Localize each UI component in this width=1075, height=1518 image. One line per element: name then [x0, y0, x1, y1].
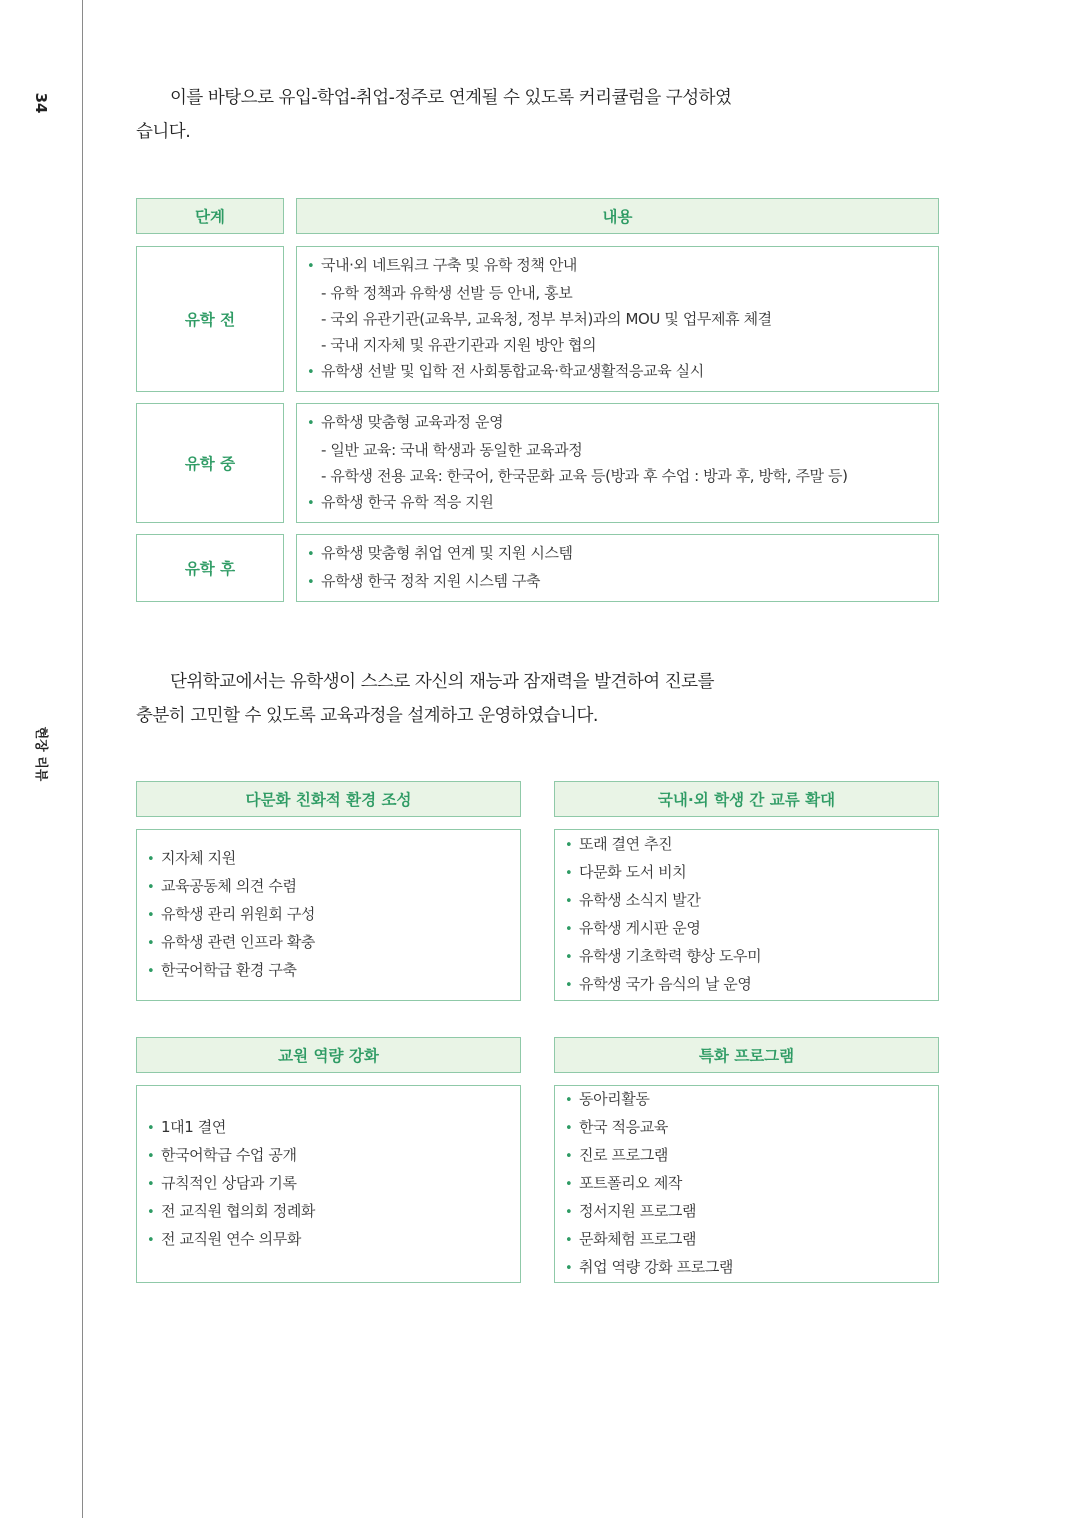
item-text: 포트폴리오 제작: [579, 1174, 682, 1192]
bullet-icon: •: [147, 964, 155, 979]
school-paragraph: [136, 665, 836, 733]
list-item: [565, 887, 938, 915]
bullet-item: [307, 409, 938, 437]
panel-list-multicultural: [136, 829, 521, 1001]
item-text: 한국 적응교육: [579, 1118, 668, 1136]
page-margin-rule: [82, 0, 83, 1518]
stage-cell-before: 유학 전: [136, 246, 284, 392]
item-text: 동아리활동: [579, 1090, 650, 1108]
content-column-header: 내용: [296, 198, 939, 234]
bullet-icon: •: [565, 894, 573, 909]
bullet-icon: •: [307, 416, 315, 431]
item-text: - 일반 교육: 국내 학생과 동일한 교육과정: [321, 441, 583, 459]
bullet-icon: •: [565, 978, 573, 993]
list-item: [147, 873, 520, 901]
bullet-item: [307, 568, 938, 596]
list-item: [565, 943, 938, 971]
section-label: 현장 리뷰: [33, 726, 48, 782]
item-text: 취업 역량 강화 프로그램: [579, 1258, 734, 1276]
bullet-icon: •: [147, 908, 155, 923]
item-text: 유학생 맞춤형 교육과정 운영: [321, 413, 504, 431]
bullet-icon: •: [565, 1093, 573, 1108]
stage-content-after: [296, 534, 939, 602]
list-item: [147, 1142, 520, 1170]
item-text: 유학생 한국 정착 지원 시스템 구축: [321, 572, 541, 590]
item-text: 다문화 도서 비치: [579, 863, 687, 881]
bullet-icon: •: [565, 922, 573, 937]
bullet-icon: •: [147, 1233, 155, 1248]
bullet-icon: •: [147, 852, 155, 867]
list-item: [147, 1170, 520, 1198]
bullet-icon: •: [147, 1177, 155, 1192]
list-item: [147, 1226, 520, 1254]
intro-line-2: 습니다.: [136, 122, 191, 142]
item-text: 지자체 지원: [161, 849, 236, 867]
list-item: [565, 1198, 938, 1226]
panel-title-special: 특화 프로그램: [554, 1037, 939, 1073]
list-item: [147, 901, 520, 929]
list-item: [565, 915, 938, 943]
item-text: 전 교직원 연수 의무화: [161, 1230, 301, 1248]
intro-paragraph: [136, 81, 836, 149]
item-text: 진로 프로그램: [579, 1146, 668, 1164]
list-item: [147, 957, 520, 985]
bullet-icon: •: [307, 496, 315, 511]
item-text: 유학생 소식지 발간: [579, 891, 701, 909]
item-text: 한국어학급 환경 구축: [161, 961, 297, 979]
bullet-icon: •: [565, 1121, 573, 1136]
panel-title-exchange: 국내·외 학생 간 교류 확대: [554, 781, 939, 817]
school-line-2: 충분히 고민할 수 있도록 교육과정을 설계하고 운영하였습니다.: [136, 706, 598, 726]
panel-title-teacher: 교원 역량 강화: [136, 1037, 521, 1073]
stage-column-header: 단계: [136, 198, 284, 234]
item-text: 유학생 국가 음식의 날 운영: [579, 975, 752, 993]
sub-item: [307, 280, 938, 306]
stage-cell-during: 유학 중: [136, 403, 284, 523]
bullet-icon: •: [565, 1177, 573, 1192]
stage-cell-after: 유학 후: [136, 534, 284, 602]
item-text: 유학생 관리 위원회 구성: [161, 905, 316, 923]
bullet-icon: •: [307, 575, 315, 590]
item-text: 국내·외 네트워크 구축 및 유학 정책 안내: [321, 256, 578, 274]
list-item: [565, 1086, 938, 1114]
panel-list-teacher: [136, 1085, 521, 1283]
panel-list-exchange: [554, 829, 939, 1001]
list-item: [147, 1198, 520, 1226]
item-text: 규칙적인 상담과 기록: [161, 1174, 297, 1192]
bullet-icon: •: [565, 950, 573, 965]
item-text: 유학생 맞춤형 취업 연계 및 지원 시스템: [321, 544, 573, 562]
item-text: 유학생 관련 인프라 확충: [161, 933, 316, 951]
bullet-icon: •: [565, 838, 573, 853]
item-text: - 유학생 전용 교육: 한국어, 한국문화 교육 등(방과 후 수업 : 방과 후, 방학, 주말 등): [321, 467, 848, 485]
item-text: 문화체험 프로그램: [579, 1230, 697, 1248]
bullet-icon: •: [565, 866, 573, 881]
item-text: 유학생 선발 및 입학 전 사회통합교육·학교생활적응교육 실시: [321, 362, 704, 380]
bullet-icon: •: [147, 880, 155, 895]
bullet-icon: •: [147, 1121, 155, 1136]
list-item: [565, 859, 938, 887]
list-item: [565, 1170, 938, 1198]
item-text: 유학생 한국 유학 적응 지원: [321, 493, 494, 511]
bullet-icon: •: [147, 936, 155, 951]
list-item: [147, 1114, 520, 1142]
list-item: [565, 1114, 938, 1142]
list-item: [565, 971, 938, 999]
bullet-icon: •: [307, 365, 315, 380]
list-item: [565, 1254, 938, 1282]
intro-line-1: 이를 바탕으로 유입-학업-취업-정주로 연계될 수 있도록 커리큘럼을 구성하였: [170, 88, 732, 108]
bullet-icon: •: [565, 1149, 573, 1164]
stage-content-during: [296, 403, 939, 523]
item-text: 전 교직원 협의회 정례화: [161, 1202, 316, 1220]
stage-content-before: [296, 246, 939, 392]
school-line-1: 단위학교에서는 유학생이 스스로 자신의 재능과 잠재력을 발견하여 진로를: [170, 672, 714, 692]
sub-item: [307, 332, 938, 358]
sub-item: [307, 306, 938, 332]
item-text: 한국어학급 수업 공개: [161, 1146, 297, 1164]
item-text: 교육공동체 의견 수렴: [161, 877, 297, 895]
bullet-icon: •: [307, 547, 315, 562]
item-text: 정서지원 프로그램: [579, 1202, 697, 1220]
bullet-item: [307, 489, 938, 517]
bullet-icon: •: [147, 1149, 155, 1164]
bullet-item: [307, 358, 938, 386]
item-text: - 국내 지자체 및 유관기관과 지원 방안 협의: [321, 336, 597, 354]
panel-list-special: [554, 1085, 939, 1283]
list-item: [565, 831, 938, 859]
list-item: [147, 845, 520, 873]
bullet-icon: •: [307, 259, 315, 274]
panel-title-multicultural: 다문화 친화적 환경 조성: [136, 781, 521, 817]
item-text: 유학생 기초학력 향상 도우미: [579, 947, 762, 965]
list-item: [565, 1226, 938, 1254]
item-text: - 국외 유관기관(교육부, 교육청, 정부 부처)과의 MOU 및 업무제휴 체결: [321, 310, 772, 328]
sub-item: [307, 437, 938, 463]
bullet-icon: •: [565, 1233, 573, 1248]
bullet-item: [307, 540, 938, 568]
bullet-item: [307, 252, 938, 280]
list-item: [147, 929, 520, 957]
item-text: 1대1 결연: [161, 1118, 226, 1136]
bullet-icon: •: [147, 1205, 155, 1220]
sub-item: [307, 463, 938, 489]
item-text: 또래 결연 추진: [579, 835, 673, 853]
list-item: [565, 1142, 938, 1170]
item-text: - 유학 정책과 유학생 선발 등 안내, 홍보: [321, 284, 573, 302]
bullet-icon: •: [565, 1261, 573, 1276]
item-text: 유학생 게시판 운영: [579, 919, 701, 937]
bullet-icon: •: [565, 1205, 573, 1220]
page-number: 34: [32, 92, 50, 114]
